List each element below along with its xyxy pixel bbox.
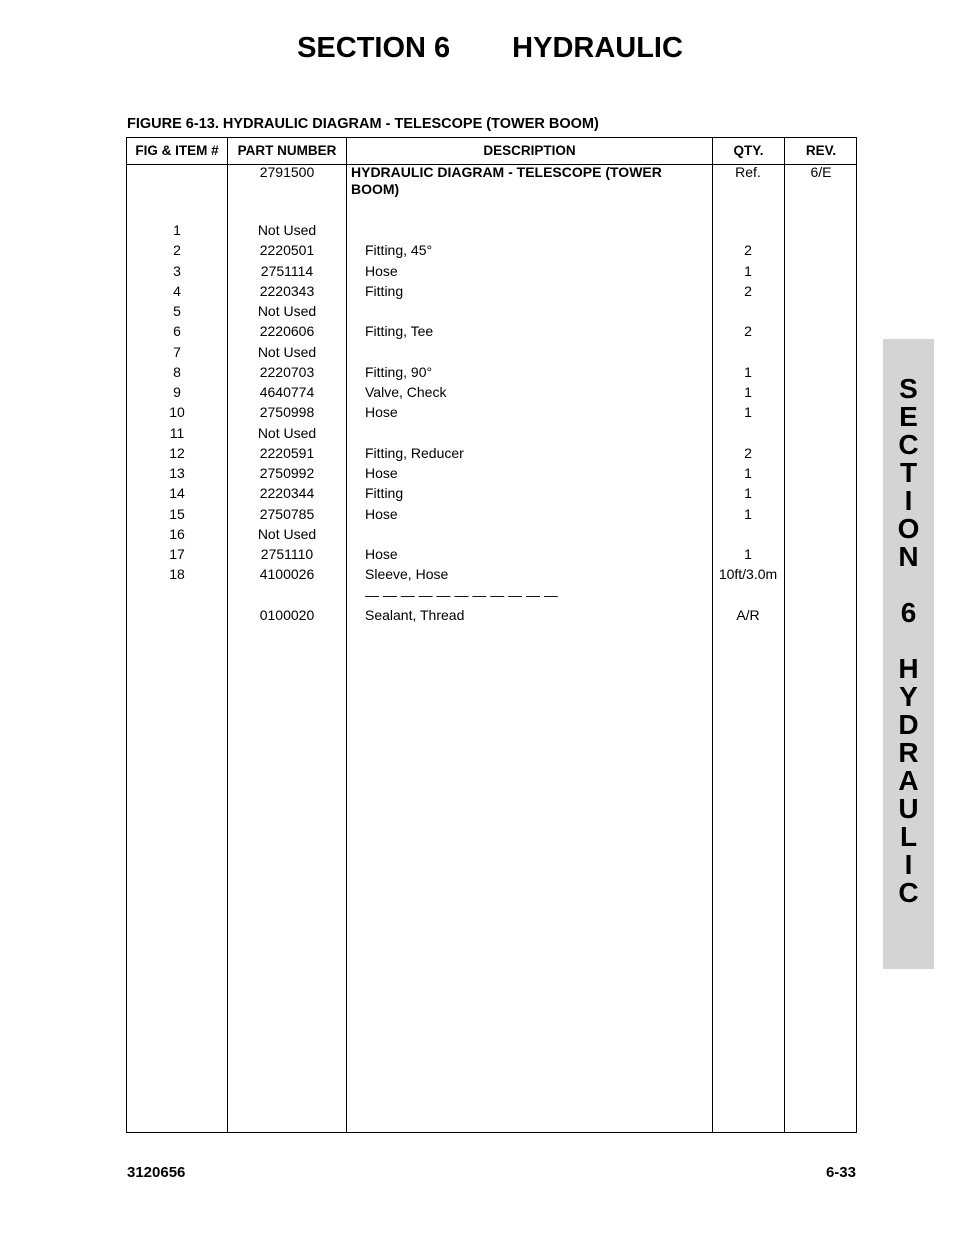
item-number: 17 <box>169 546 185 562</box>
item-number: 13 <box>169 465 185 481</box>
side-tab-letter: C <box>898 877 919 908</box>
description: Fitting <box>365 485 404 501</box>
side-tab-letter: A <box>898 765 919 796</box>
document-number: 3120656 <box>127 1164 186 1181</box>
description: Hose <box>365 546 398 562</box>
quantity: 1 <box>744 384 752 400</box>
assembly-qty: Ref. <box>735 164 761 180</box>
side-tab-letter <box>883 627 934 655</box>
part-number: Not Used <box>257 526 317 542</box>
side-tab-letter: N <box>898 541 919 572</box>
part-number: 2220606 <box>259 323 315 339</box>
section-name: HYDRAULIC <box>512 32 683 64</box>
item-number: 12 <box>169 445 185 461</box>
part-number: 2751114 <box>260 263 314 279</box>
side-tab-letter: C <box>898 429 919 460</box>
quantity: 2 <box>744 445 752 461</box>
extra-qty: A/R <box>736 607 760 623</box>
assembly-part-number: 2791500 <box>259 164 315 180</box>
parts-table <box>126 137 857 1133</box>
side-tab-letter: E <box>899 401 918 432</box>
quantity: 1 <box>744 404 752 420</box>
side-tab-letter: I <box>904 849 913 880</box>
extra-part-number: 0100020 <box>259 607 315 623</box>
side-tab-letter: 6 <box>900 597 917 628</box>
description: Hose <box>365 263 398 279</box>
side-tab-letter: Y <box>899 681 918 712</box>
assembly-description: HYDRAULIC DIAGRAM - TELESCOPE (TOWER BOOM) <box>351 164 662 197</box>
part-number: 2220501 <box>259 242 315 258</box>
description: Fitting, Reducer <box>365 445 464 461</box>
figure-title: FIGURE 6-13. HYDRAULIC DIAGRAM - TELESCOPE (TOWER BOOM) <box>127 116 599 132</box>
quantity: 2 <box>744 283 752 299</box>
part-number: 2751110 <box>260 546 314 562</box>
description: Fitting, 45° <box>365 242 433 258</box>
description: Fitting, 90° <box>365 364 433 380</box>
item-number: 6 <box>173 323 181 339</box>
column-header-description: DESCRIPTION <box>483 143 576 158</box>
part-number: Not Used <box>257 303 317 319</box>
item-number: 3 <box>173 263 181 279</box>
item-number: 9 <box>173 384 181 400</box>
quantity: 1 <box>744 485 752 501</box>
item-number: 14 <box>169 485 185 501</box>
side-tab-letter: H <box>898 653 919 684</box>
side-tab-letter: S <box>899 373 918 404</box>
quantity: 2 <box>744 323 752 339</box>
side-tab-letter: L <box>899 821 918 852</box>
section-number: SECTION 6 <box>297 32 451 64</box>
part-number: Not Used <box>257 222 317 238</box>
item-number: 4 <box>173 283 181 299</box>
page-number: 6-33 <box>825 1164 856 1181</box>
item-number: 15 <box>169 506 185 522</box>
description: Hose <box>365 404 398 420</box>
side-tab-letter <box>883 571 934 599</box>
side-tab-letters <box>883 375 934 907</box>
part-number: 2750992 <box>259 465 315 481</box>
quantity: 10ft/3.0m <box>718 566 778 582</box>
side-tab-letter: R <box>898 737 919 768</box>
item-number: 11 <box>169 425 185 441</box>
description: Hose <box>365 506 398 522</box>
part-number: Not Used <box>257 344 317 360</box>
page-title <box>0 32 954 65</box>
item-number: 16 <box>169 526 185 542</box>
description: Fitting, Tee <box>365 323 434 339</box>
column-header-item: FIG & ITEM # <box>135 143 219 158</box>
item-number: 1 <box>173 222 181 238</box>
quantity: 2 <box>744 242 752 258</box>
description: Sleeve, Hose <box>365 566 449 582</box>
description: Valve, Check <box>365 384 447 400</box>
description: Fitting <box>365 283 404 299</box>
side-tab-letter: I <box>904 485 913 516</box>
column-divider <box>346 138 347 1132</box>
assembly-rev: 6/E <box>810 164 832 180</box>
part-number: 2220591 <box>259 445 315 461</box>
part-number: 2220343 <box>259 283 315 299</box>
section-side-tab <box>883 339 934 969</box>
item-number: 5 <box>173 303 181 319</box>
part-number: 2750785 <box>259 506 315 522</box>
quantity: 1 <box>744 364 752 380</box>
part-number: 4100026 <box>259 566 315 582</box>
part-number: Not Used <box>257 425 317 441</box>
description: Hose <box>365 465 398 481</box>
column-header-rev: REV. <box>805 143 837 158</box>
part-number: 4640774 <box>259 384 315 400</box>
quantity: 1 <box>744 506 752 522</box>
part-number: 2220344 <box>259 485 315 501</box>
side-tab-letter: D <box>898 709 919 740</box>
side-tab-letter: U <box>898 793 919 824</box>
quantity: 1 <box>744 263 752 279</box>
separator-line: — — — — — — — — — — — <box>365 587 558 603</box>
column-header-qty: QTY. <box>733 143 764 158</box>
quantity: 1 <box>744 465 752 481</box>
item-number: 2 <box>173 242 181 258</box>
side-tab-letter: O <box>897 513 920 544</box>
item-number: 18 <box>169 566 185 582</box>
extra-description: Sealant, Thread <box>365 607 465 623</box>
part-number: 2220703 <box>259 364 315 380</box>
item-number: 8 <box>173 364 181 380</box>
column-divider <box>784 138 785 1132</box>
part-number: 2750998 <box>259 404 315 420</box>
column-header-part-number: PART NUMBER <box>237 143 337 158</box>
side-tab-letter: T <box>899 457 918 488</box>
item-number: 10 <box>169 404 185 420</box>
item-number: 7 <box>173 344 181 360</box>
quantity: 1 <box>744 546 752 562</box>
